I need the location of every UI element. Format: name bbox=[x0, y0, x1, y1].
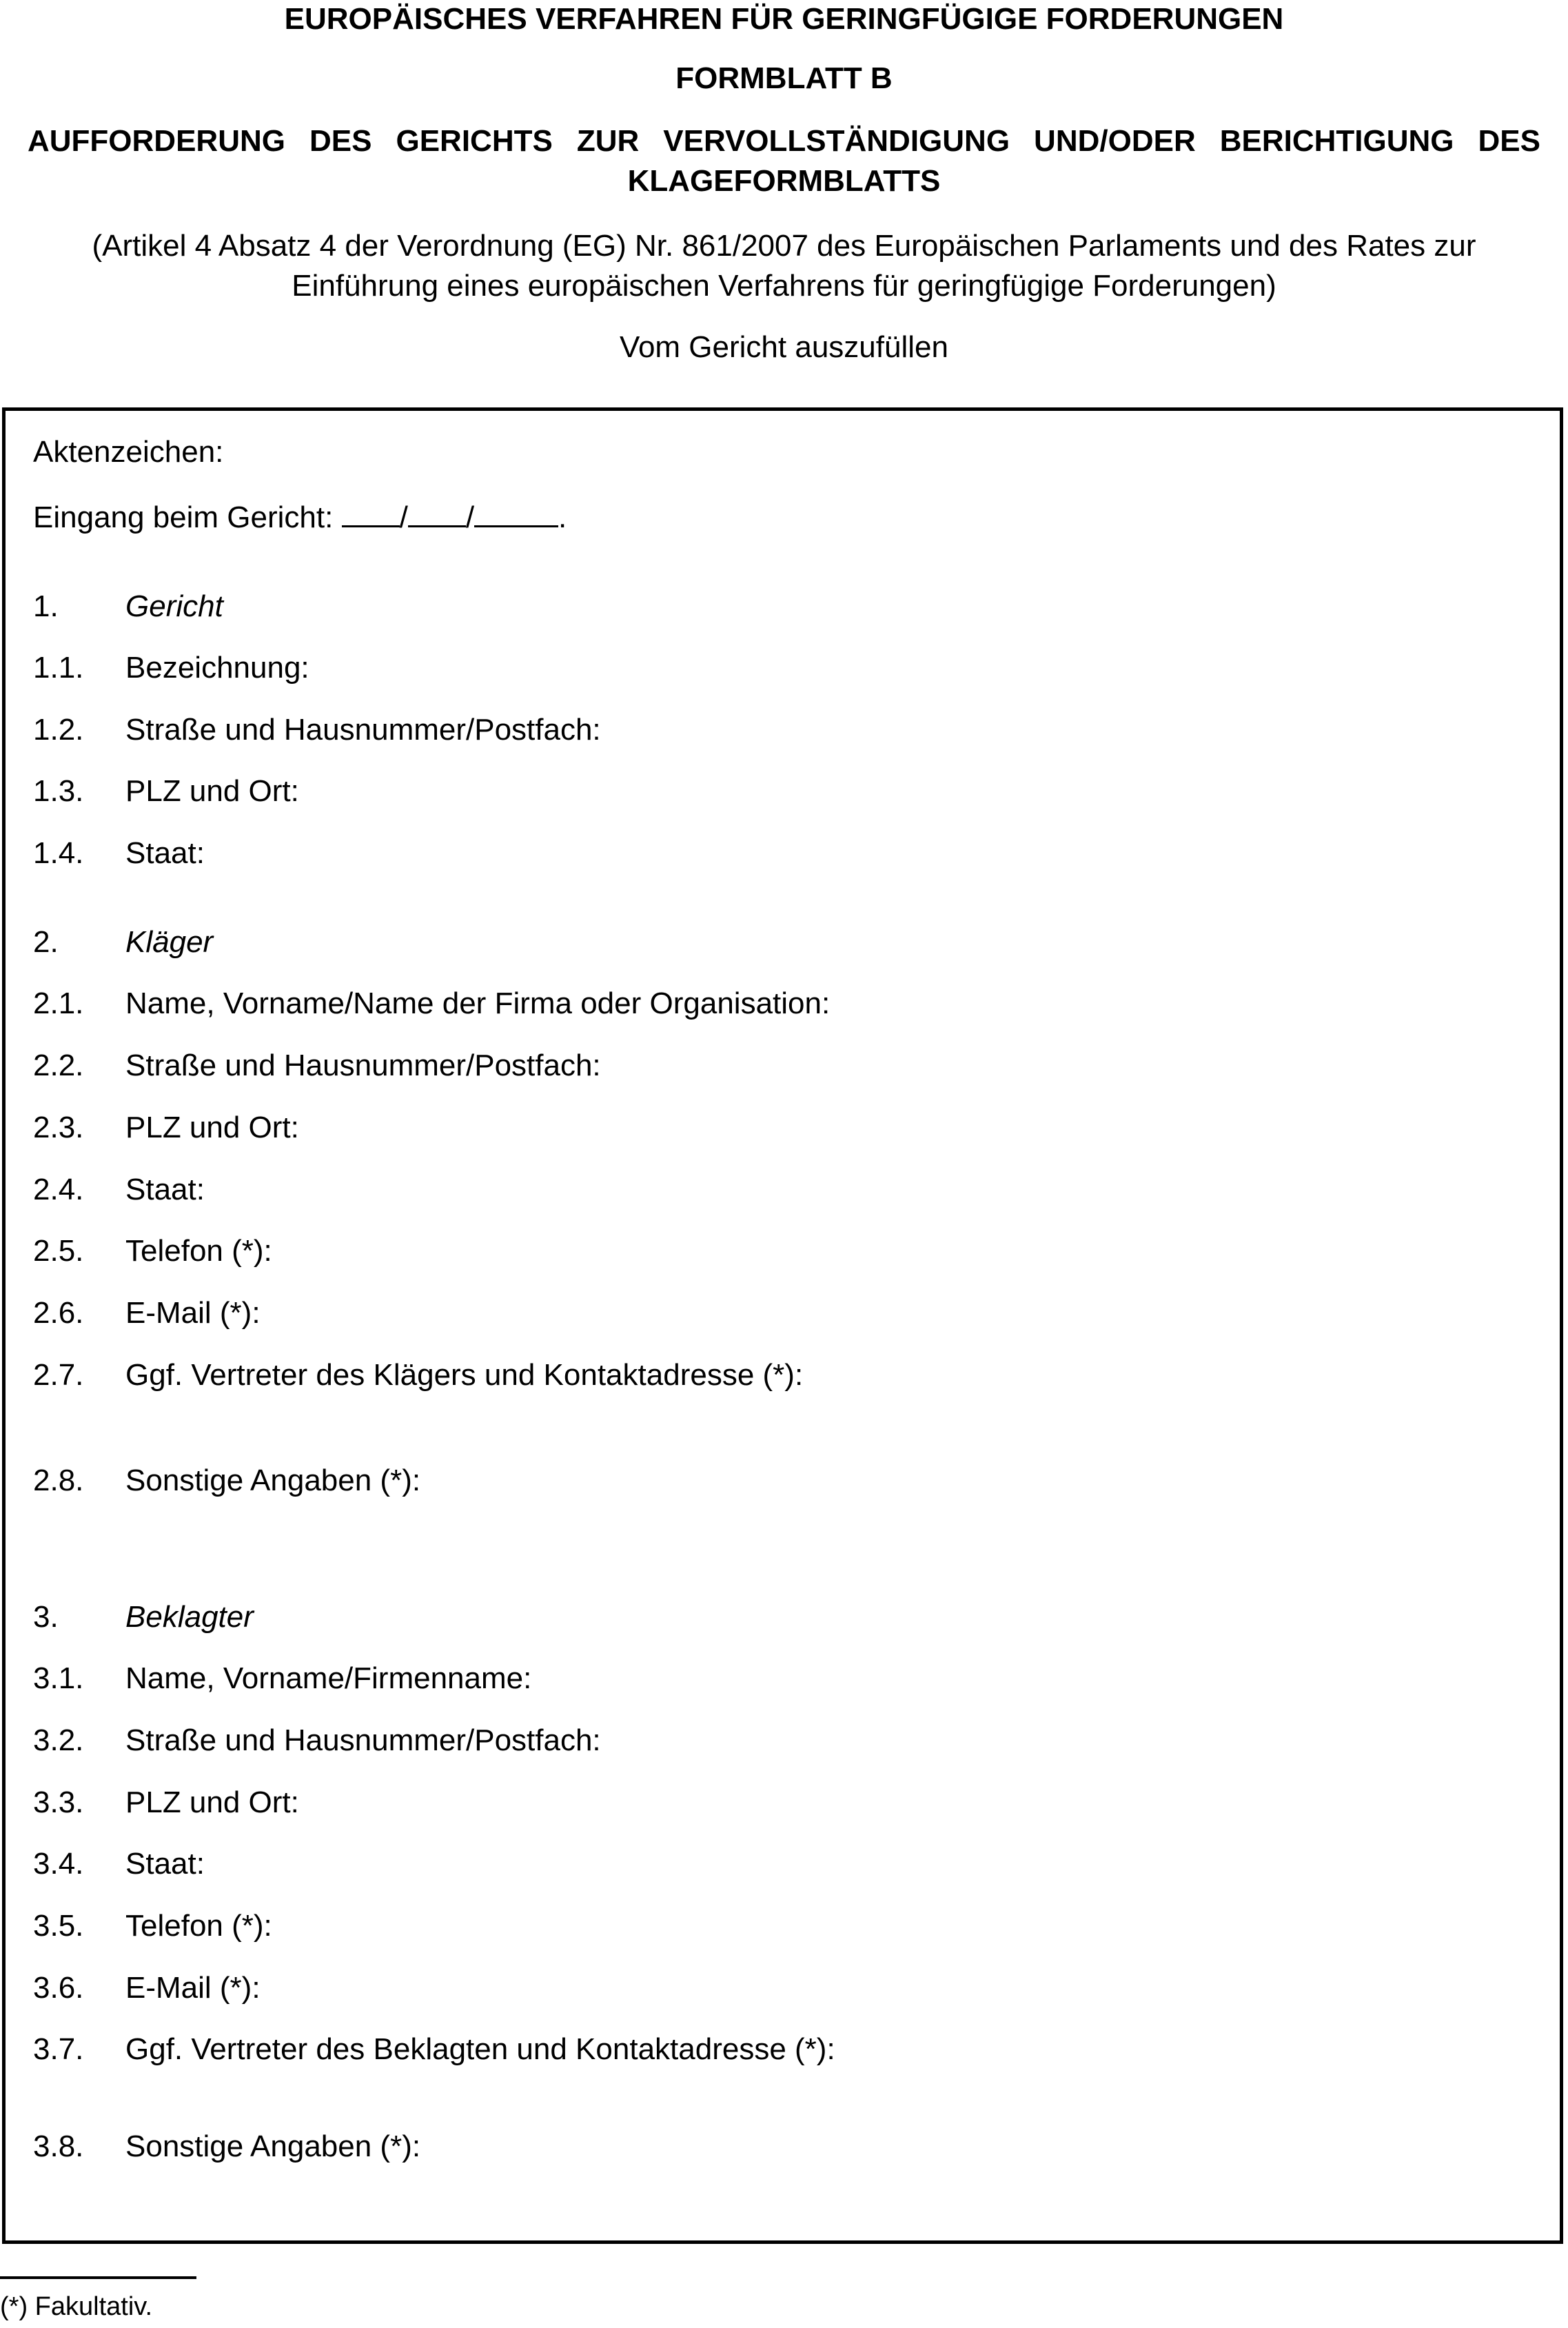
field-row bbox=[33, 1356, 803, 1395]
receipt-end: . bbox=[558, 500, 567, 534]
field-row bbox=[33, 2030, 835, 2069]
field-number: 3.2. bbox=[33, 1723, 84, 1757]
field-number: 3.3. bbox=[33, 1785, 84, 1819]
field-row bbox=[33, 772, 299, 811]
court-note: Vom Gericht auszufüllen bbox=[620, 330, 948, 364]
section-title: Gericht bbox=[125, 589, 223, 623]
field-row bbox=[33, 2127, 420, 2166]
field-number: 1.4. bbox=[33, 836, 84, 870]
field-label: Staat: bbox=[125, 1847, 205, 1881]
field-label: Telefon (*): bbox=[125, 1234, 272, 1268]
field-label: Name, Vorname/Name der Firma oder Organisation: bbox=[125, 986, 831, 1020]
field-label: PLZ und Ort: bbox=[125, 1785, 299, 1819]
field-number: 3.6. bbox=[33, 1971, 84, 2005]
field-number: 2.1. bbox=[33, 986, 84, 1020]
field-number: 3.4. bbox=[33, 1847, 84, 1881]
field-row bbox=[33, 1969, 261, 2007]
receipt-label: Eingang beim Gericht: bbox=[33, 500, 334, 534]
receipt-date-line bbox=[33, 498, 567, 537]
receipt-year-field[interactable] bbox=[474, 498, 558, 527]
field-label: PLZ und Ort: bbox=[125, 774, 299, 808]
field-row bbox=[33, 1659, 531, 1698]
section-heading-court bbox=[33, 587, 223, 626]
field-number: 2.8. bbox=[33, 1464, 84, 1497]
file-number-label: Aktenzeichen: bbox=[33, 435, 224, 469]
section-heading-defendant bbox=[33, 1598, 254, 1637]
field-row bbox=[33, 1294, 261, 1333]
document-title: EUROPÄISCHES VERFAHREN FÜR GERINGFÜGIGE FORDERUNGEN bbox=[284, 2, 1284, 36]
field-label: Ggf. Vertreter des Beklagten und Kontaktadresse (*): bbox=[125, 2032, 835, 2066]
field-label: Staat: bbox=[125, 1173, 205, 1206]
field-label: Sonstige Angaben (*): bbox=[125, 1464, 421, 1497]
field-label: Straße und Hausnummer/Postfach: bbox=[125, 1049, 601, 1082]
field-row bbox=[33, 1721, 601, 1760]
field-number: 1.1. bbox=[33, 651, 84, 685]
field-row bbox=[33, 1907, 272, 1945]
section-title: Beklagter bbox=[125, 1600, 254, 1634]
request-heading: AUFFORDERUNG DES GERICHTS ZUR VERVOLLSTÄNDIGUNG UND/ODER BERICHTIGUNG DES KLAGEFORMBLATTS bbox=[28, 124, 1540, 198]
field-row bbox=[33, 1783, 299, 1822]
section-number: 3. bbox=[33, 1600, 59, 1634]
field-number: 2.6. bbox=[33, 1296, 84, 1330]
field-label: E-Mail (*): bbox=[125, 1296, 261, 1330]
section-number: 1. bbox=[33, 589, 59, 623]
receipt-separator: / bbox=[465, 500, 475, 534]
form-label: FORMBLATT B bbox=[675, 61, 893, 95]
field-number: 3.1. bbox=[33, 1661, 84, 1695]
field-number: 2.4. bbox=[33, 1173, 84, 1206]
field-label: Sonstige Angaben (*): bbox=[125, 2129, 421, 2163]
field-row bbox=[33, 834, 205, 873]
field-label: Name, Vorname/Firmenname: bbox=[125, 1661, 532, 1695]
receipt-month-field[interactable] bbox=[408, 498, 466, 527]
field-number: 3.7. bbox=[33, 2032, 84, 2066]
field-label: Telefon (*): bbox=[125, 1909, 272, 1943]
field-label: Ggf. Vertreter des Klägers und Kontaktadresse (*): bbox=[125, 1358, 804, 1392]
field-number: 1.2. bbox=[33, 713, 84, 747]
field-number: 3.8. bbox=[33, 2129, 84, 2163]
receipt-separator: / bbox=[399, 500, 408, 534]
field-number: 2.2. bbox=[33, 1049, 84, 1082]
receipt-day-field[interactable] bbox=[342, 498, 400, 527]
section-number: 2. bbox=[33, 925, 59, 959]
field-label: Staat: bbox=[125, 836, 205, 870]
field-label: E-Mail (*): bbox=[125, 1971, 261, 2005]
field-row bbox=[33, 984, 830, 1023]
field-label: Straße und Hausnummer/Postfach: bbox=[125, 713, 601, 747]
field-row bbox=[33, 649, 309, 687]
section-heading-plaintiff bbox=[33, 923, 213, 962]
field-row bbox=[33, 1171, 205, 1209]
legal-basis: (Artikel 4 Absatz 4 der Verordnung (EG) Nr. 861/2007 des Europäischen Parlaments und des Rates zur Einführung eines europäischen Verfahrens für geringfügige Forderungen) bbox=[92, 229, 1476, 303]
field-number: 2.3. bbox=[33, 1111, 84, 1144]
field-number: 2.5. bbox=[33, 1234, 84, 1268]
footnote-rule bbox=[0, 2276, 196, 2279]
field-row bbox=[33, 1109, 299, 1147]
field-number: 1.3. bbox=[33, 774, 84, 808]
field-row bbox=[33, 1845, 205, 1883]
field-label: PLZ und Ort: bbox=[125, 1111, 299, 1144]
field-label: Bezeichnung: bbox=[125, 651, 309, 685]
footnote: (*) Fakultativ. bbox=[0, 2292, 153, 2321]
field-number: 3.5. bbox=[33, 1909, 84, 1943]
field-number: 2.7. bbox=[33, 1358, 84, 1392]
field-label: Straße und Hausnummer/Postfach: bbox=[125, 1723, 601, 1757]
section-title: Kläger bbox=[125, 925, 214, 959]
field-row bbox=[33, 1232, 272, 1271]
field-row bbox=[33, 1461, 420, 1500]
field-row bbox=[33, 1046, 601, 1085]
field-row bbox=[33, 711, 601, 749]
